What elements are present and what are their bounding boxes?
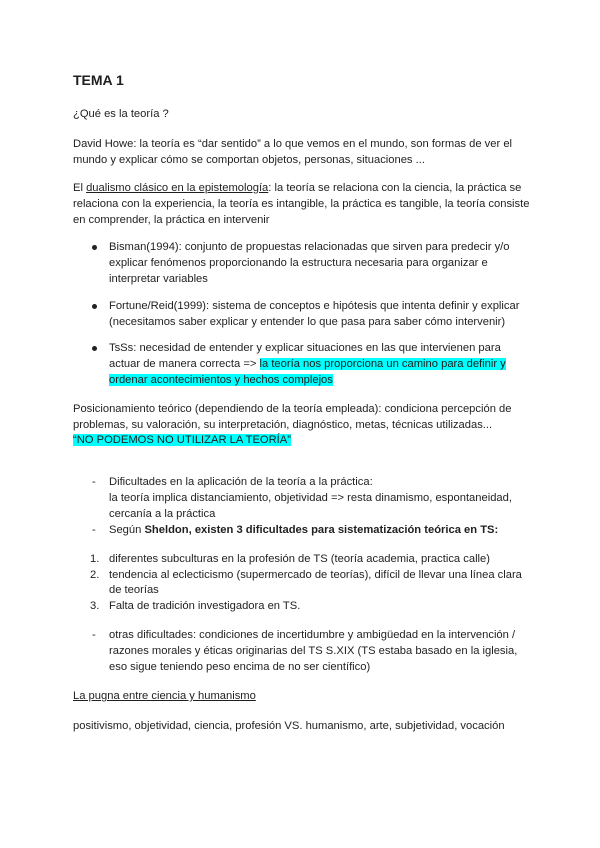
sheldon-bold: Sheldon, existen 3 dificultades para sistematización teórica en TS: [144, 524, 499, 536]
bullet-2-line-2: (necesitamos saber explicar y entender lo que pasa para saber cómo intervenir) [109, 316, 506, 328]
highlighted-quote: “NO PODEMOS NO UTILIZAR LA TEORÍA” [73, 434, 291, 446]
bullet-3-prefix: actuar de manera correcta => [109, 358, 260, 370]
bullet-3-line-1: TsSs: necesidad de entender y explicar situaciones en las que intervienen para [109, 342, 501, 354]
question-line: ¿Qué es la teoría ? [73, 108, 169, 120]
numbered-3-line-1: Falta de tradición investigadora en TS. [109, 600, 301, 612]
posicionamiento-line-1: Posicionamiento teórico (dependiendo de la teoría empleada): condiciona percepción de [73, 403, 512, 415]
dash-marker: - [92, 476, 96, 488]
pugna-heading: La pugna entre ciencia y humanismo [73, 690, 256, 702]
bullet-1-line-2: explicar fenómenos proporcionando la estructura necesaria para organizar e [109, 257, 488, 269]
dualismo-line-1 [73, 180, 521, 196]
dualismo-line-3: en comprender, la práctica en intervenir [73, 214, 270, 226]
dificultades-line-2: la teoría implica distanciamiento, objetividad => resta dinamismo, espontaneidad, [109, 492, 512, 504]
bullet-dot [92, 245, 97, 250]
bullet-3-line-3 [109, 372, 333, 388]
posicionamiento-quote [73, 432, 291, 448]
dash-marker: - [92, 524, 96, 536]
dificultades-line-3: cercanía a la práctica [109, 508, 216, 520]
highlighted-text: ordenar acontecimientos y hechos complejos [109, 374, 333, 386]
sheldon-prefix: Según [109, 524, 145, 536]
dualismo-line-2: relaciona con la experiencia, la teoría es intangible, la práctica es tangible, la teoría consiste [73, 198, 530, 210]
numbered-1-line-1: diferentes subculturas en la profesión de TS (teoría academia, practica calle) [109, 553, 490, 565]
numbered-2-line-2: de teorías [109, 584, 159, 596]
numbered-2-line-1: tendencia al eclecticismo (supermercado de teorías), difícil de llevar una línea clara [109, 569, 522, 581]
otras-line-1: otras dificultades: condiciones de incertidumbre y ambigüedad en la intervención / [109, 629, 516, 641]
dualismo-underlined-term: dualismo clásico en la epistemología [86, 182, 269, 194]
otras-line-3: eso sigue teniendo peso encima de no ser científico) [109, 661, 371, 673]
bullet-1-line-3: interpretar variables [109, 273, 208, 285]
bullet-dot [92, 304, 97, 309]
posicionamiento-line-2: problemas, su valoración, su interpretación, diagnóstico, metas, técnicas utilizadas... [73, 419, 493, 431]
bullet-dot [92, 346, 97, 351]
dualismo-line-1-rest: : la teoría se relaciona con la ciencia, la práctica se [268, 182, 522, 194]
howe-line-2: mundo y explicar cómo se comportan objetos, personas, situaciones ... [73, 154, 425, 166]
bullet-3-line-2 [109, 356, 506, 372]
list-number: 3. [90, 600, 100, 612]
bullet-1-line-1: Bisman(1994): conjunto de propuestas relacionadas que sirven para predecir y/o [109, 241, 510, 253]
list-number: 2. [90, 569, 100, 581]
bullet-2-line-1: Fortune/Reid(1999): sistema de conceptos e hipótesis que intenta definir y explicar [109, 300, 520, 312]
dualismo-prefix: El [73, 182, 87, 194]
dash-marker: - [92, 629, 96, 641]
otras-line-2: razones morales y éticas originarias del TS S.XIX (TS estaba basado en la iglesia, [109, 645, 518, 657]
sheldon-line [109, 522, 498, 538]
list-number: 1. [90, 553, 100, 565]
howe-line-1: David Howe: la teoría es “dar sentido” a lo que vemos en el mundo, son formas de ver el [73, 138, 513, 150]
pugna-text: positivismo, objetividad, ciencia, profesión VS. humanismo, arte, subjetividad, vocación [73, 720, 505, 732]
dificultades-line-1: Dificultades en la aplicación de la teoría a la práctica: [109, 476, 373, 488]
highlighted-text: la teoría nos proporciona un camino para definir y [259, 358, 506, 370]
page-title: TEMA 1 [73, 72, 124, 88]
